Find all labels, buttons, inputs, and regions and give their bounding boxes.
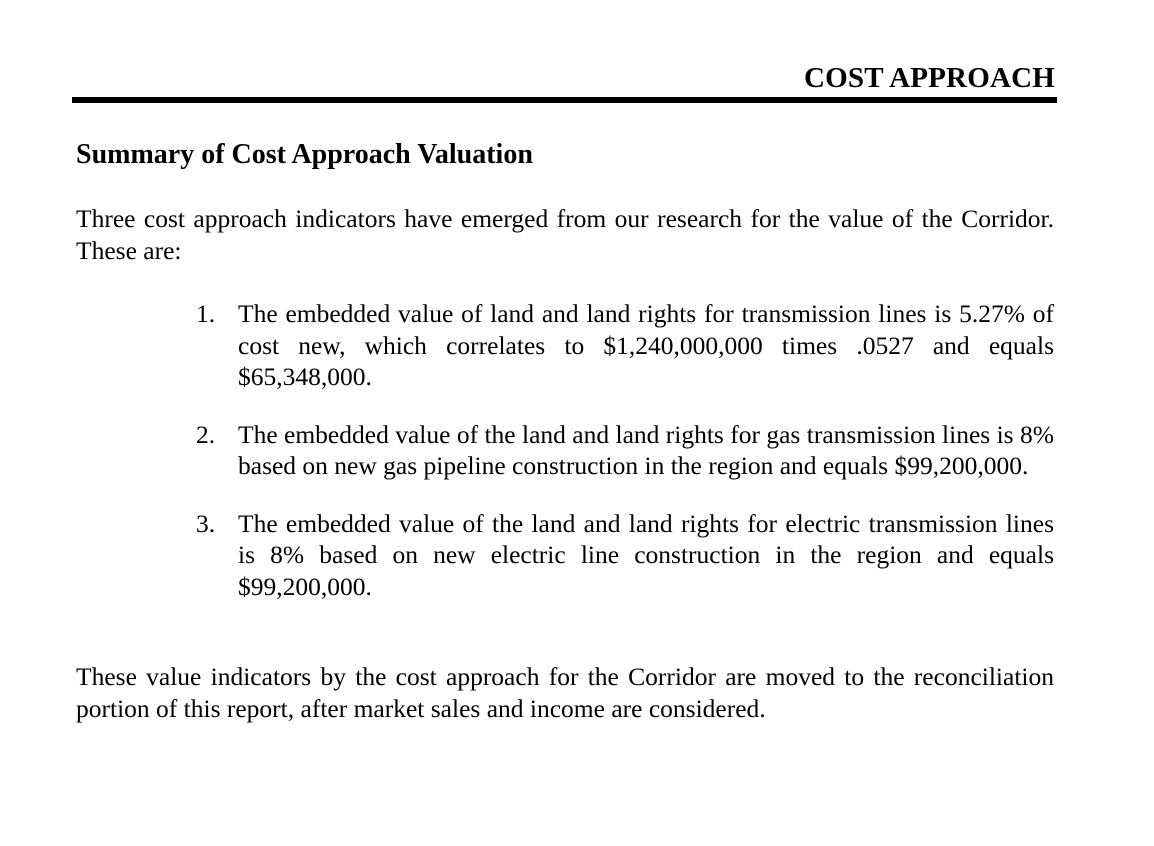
indicator-text: The embedded value of the land and land rights for gas transmission lines is 8% based on new gas pipeline construction in the region and equals $99,200,000. [238, 419, 1054, 480]
indicator-list [196, 298, 1054, 628]
indicator-text: The embedded value of land and land rights for transmission lines is 5.27% of cost new, which correlates to $1,240,000,000 times .0527 and equals $65,348,000. [238, 299, 1054, 391]
indicator-item-2 [196, 419, 1054, 482]
indicator-number: 2. [196, 419, 216, 449]
indicator-item-1 [196, 298, 1054, 393]
section-title: COST APPROACH [803, 62, 1055, 94]
intro-paragraph: Three cost approach indicators have emerged from our research for the value of the Corridor. These are: [76, 204, 1054, 265]
header-rule [72, 97, 1057, 103]
indicator-number: 1. [196, 299, 216, 328]
indicator-item-3 [196, 508, 1054, 603]
indicator-number: 3. [196, 508, 216, 538]
closing-paragraph: These value indicators by the cost approach for the Corridor are moved to the reconciliation portion of this report, after market sales and income are considered. [76, 662, 1054, 723]
indicator-text: The embedded value of the land and land rights for electric transmission lines is 8% based on new electric line construction in the region and equals $99,200,000. [238, 508, 1054, 601]
summary-heading: Summary of Cost Approach Valuation [76, 139, 533, 170]
